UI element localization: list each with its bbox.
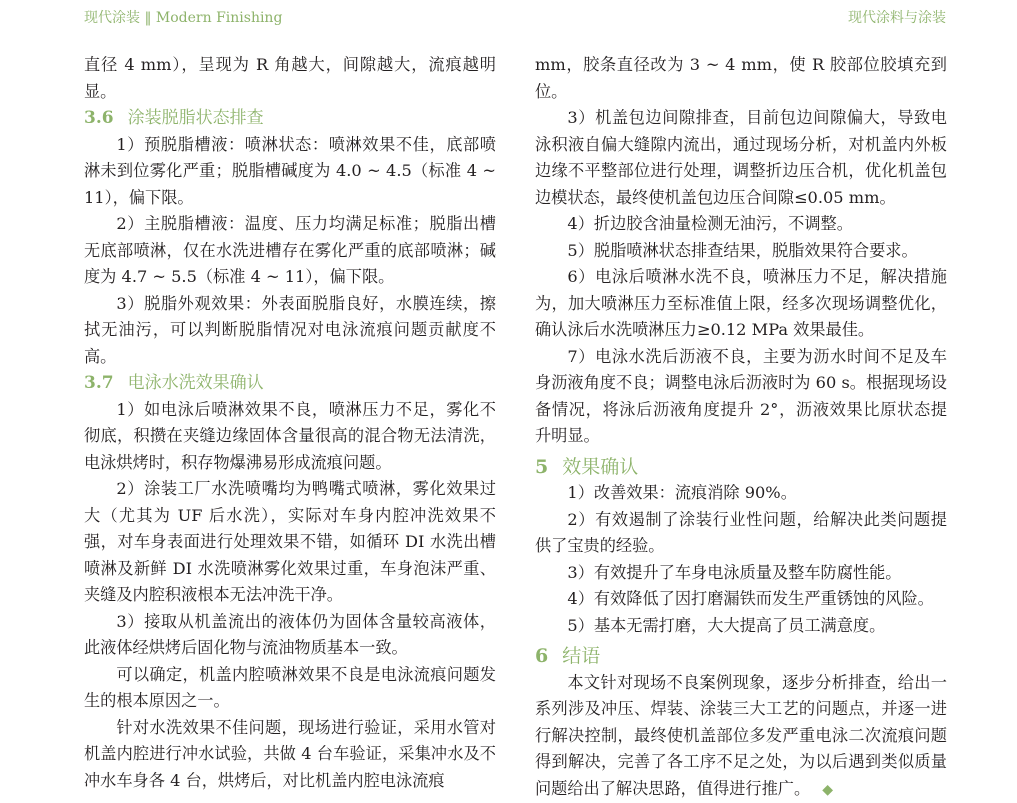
- paragraph: 2）主脱脂槽液：温度、压力均满足标准；脱脂出槽无底部喷淋，仅在水洗进槽存在雾化严重的底部喷淋；碱度为 4.7 ~ 5.5（标准 4 ~ 11），偏下限。: [84, 211, 496, 291]
- conclusion-paragraph: [535, 670, 947, 803]
- section-heading-3-7: [84, 370, 496, 397]
- section-number: 3.7: [84, 373, 114, 393]
- section-title: 效果确认: [562, 456, 638, 478]
- paragraph: 3）脱脂外观效果：外表面脱脂良好，水膜连续，擦拭无油污，可以判断脱脂情况对电泳流痕问题贡献度不高。: [84, 291, 496, 371]
- paragraph: 针对水洗效果不佳问题，现场进行验证，采用水管对机盖内腔进行冲水试验，共做 4 台车验证，采集冲水及不冲水车身各 4 台，烘烤后，对比机盖内腔电泳流痕: [84, 715, 496, 795]
- running-header-journal: 现代涂装 ‖ Modern Finishing: [84, 7, 282, 27]
- paragraph: 7）电泳水洗后沥液不良，主要为沥水时间不足及车身沥液角度不良；调整电泳后沥液时为 60 s。根据现场设备情况，将泳后沥液角度提升 2°，沥液效果比原状态提升明显。: [535, 344, 947, 450]
- end-of-article-diamond-icon: ◆: [822, 782, 833, 798]
- section-heading-6: [535, 643, 947, 670]
- list-item: 4）有效降低了因打磨漏铁而发生严重锈蚀的风险。: [535, 586, 947, 613]
- paragraph: 6）电泳后喷淋水洗不良，喷淋压力不足，解决措施为，加大喷淋压力至标准值上限，经多次现场调整优化，确认泳后水洗喷淋压力≥0.12 MPa 效果最佳。: [535, 264, 947, 344]
- paragraph: 1）如电泳后喷淋效果不良，喷淋压力不足，雾化不彻底，积攒在夹缝边缘固体含量很高的混合物无法清洗，电泳烘烤时，积存物爆沸易形成流痕问题。: [84, 397, 496, 477]
- section-title: 结语: [562, 645, 600, 667]
- list-item: 5）基本无需打磨，大大提高了员工满意度。: [535, 613, 947, 640]
- list-item: 1）改善效果：流痕消除 90%。: [535, 480, 947, 507]
- paragraph-continued: 直径 4 mm），呈现为 R 角越大，间隙越大，流痕越明显。: [84, 52, 496, 105]
- running-header-section: 现代涂料与涂装: [848, 7, 946, 27]
- section-heading-5: [535, 454, 947, 481]
- conclusion-text: 本文针对现场不良案例现象，逐步分析排查，给出一系列涉及冲压、焊装、涂装三大工艺的问题点，并逐一进行解决控制，最终使机盖部位多发严重电泳二次流痕问题得到解决，完善了各工序不足之处，为以后遇到类似质量问题给出了解决思路，值得进行推广。: [535, 673, 947, 798]
- list-item: 3）有效提升了车身电泳质量及整车防腐性能。: [535, 560, 947, 587]
- paragraph: 5）脱脂喷淋状态排查结果，脱脂效果符合要求。: [535, 238, 947, 265]
- left-column: [84, 52, 496, 794]
- section-title: 电泳水洗效果确认: [128, 373, 264, 393]
- right-column: [535, 52, 947, 803]
- paragraph-continued: mm，胶条直径改为 3 ~ 4 mm，使 R 胶部位胶填充到位。: [535, 52, 947, 105]
- section-title: 涂装脱脂状态排查: [128, 108, 264, 128]
- section-number: 3.6: [84, 108, 114, 128]
- paragraph: 1）预脱脂槽液：喷淋状态：喷淋效果不佳，底部喷淋未到位雾化严重；脱脂槽碱度为 4.0 ~ 4.5（标准 4 ~ 11），偏下限。: [84, 132, 496, 212]
- paragraph: 4）折边胶含油量检测无油污，不调整。: [535, 211, 947, 238]
- paragraph: 3）机盖包边间隙排查，目前包边间隙偏大，导致电泳积液自偏大缝隙内流出，通过现场分析，对机盖内外板边缘不平整部位进行处理，调整折边压合机，优化机盖包边模状态，最终使机盖包边压合间隙≤0.05 mm。: [535, 105, 947, 211]
- paragraph: 3）接取从机盖流出的液体仍为固体含量较高液体，此液体经烘烤后固化物与流油物质基本一致。: [84, 609, 496, 662]
- paragraph: 2）涂装工厂水洗喷嘴均为鸭嘴式喷淋，雾化效果过大（尤其为 UF 后水洗），实际对车身内腔冲洗效果不强，对车身表面进行处理效果不错，如循环 DI 水洗出槽喷淋及新鲜 DI 水洗喷淋雾化效果过重，车身泡沫严重、夹缝及内腔积液根本无法冲洗干净。: [84, 476, 496, 609]
- paragraph: 可以确定，机盖内腔喷淋效果不良是电泳流痕问题发生的根本原因之一。: [84, 662, 496, 715]
- section-number: 6: [535, 645, 548, 667]
- section-heading-3-6: [84, 105, 496, 132]
- section-number: 5: [535, 456, 548, 478]
- list-item: 2）有效遏制了涂装行业性问题，给解决此类问题提供了宝贵的经验。: [535, 507, 947, 560]
